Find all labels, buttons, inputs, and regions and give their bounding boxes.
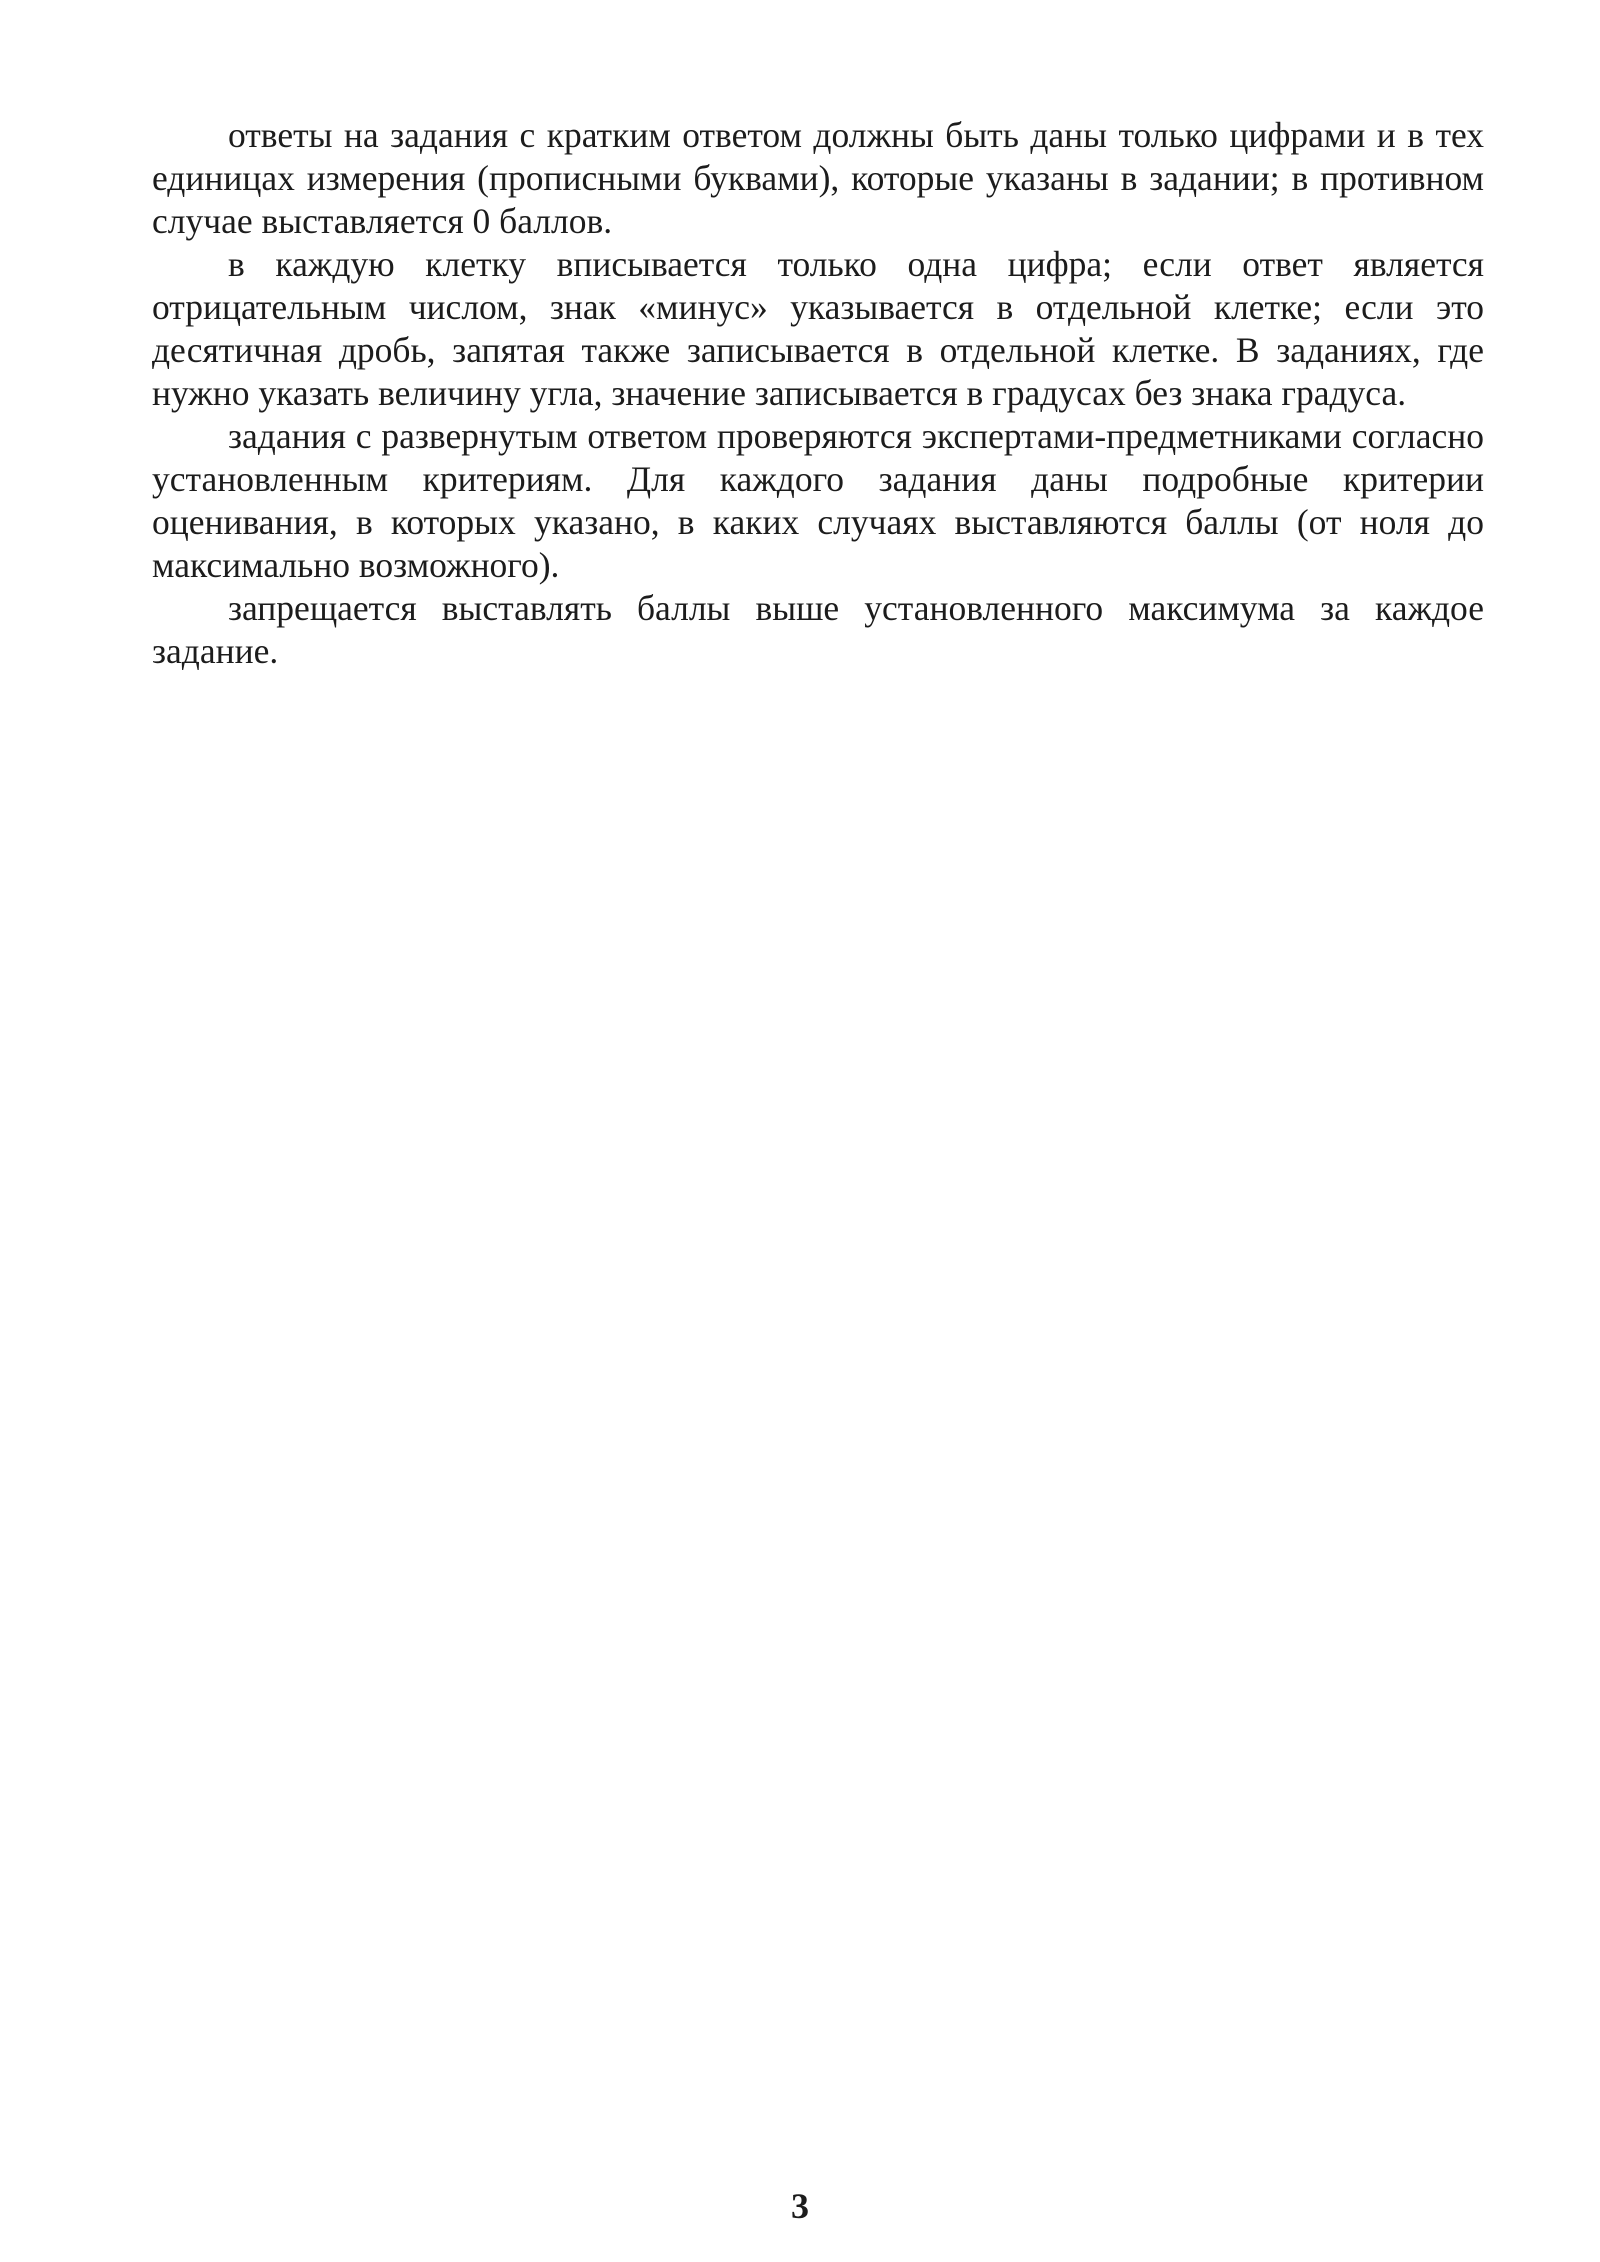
paragraph-cell-rules: в каждую клетку вписывается только одна цифра; если ответ является отрицательным числом, знак «минус» указывается в отдельной клетке; если это десятичная дробь, запятая также записывается в отдельной клетке. В заданиях, где нужно указать величину угла, значение записывается в градусах без знака градуса. xyxy=(152,244,1484,413)
paragraph-max-score-rule: запрещается выставлять баллы выше установленного максимума за каждое задание. xyxy=(152,588,1484,671)
paragraph-short-answer-rules: ответы на задания с кратким ответом должны быть даны только цифрами и в тех единицах измерения (прописными буквами), которые указаны в задании; в противном случае выставляется 0 баллов. xyxy=(152,115,1484,241)
document-body xyxy=(152,114,1484,673)
paragraph-extended-answer-rules: задания с развернутым ответом проверяются экспертами-предметниками согласно установленным критериям. Для каждого задания даны подробные критерии оценивания, в которых указано, в каких случаях выставляются баллы (от ноля до максимально возможного). xyxy=(152,416,1484,585)
page-number: 3 xyxy=(791,2186,809,2226)
